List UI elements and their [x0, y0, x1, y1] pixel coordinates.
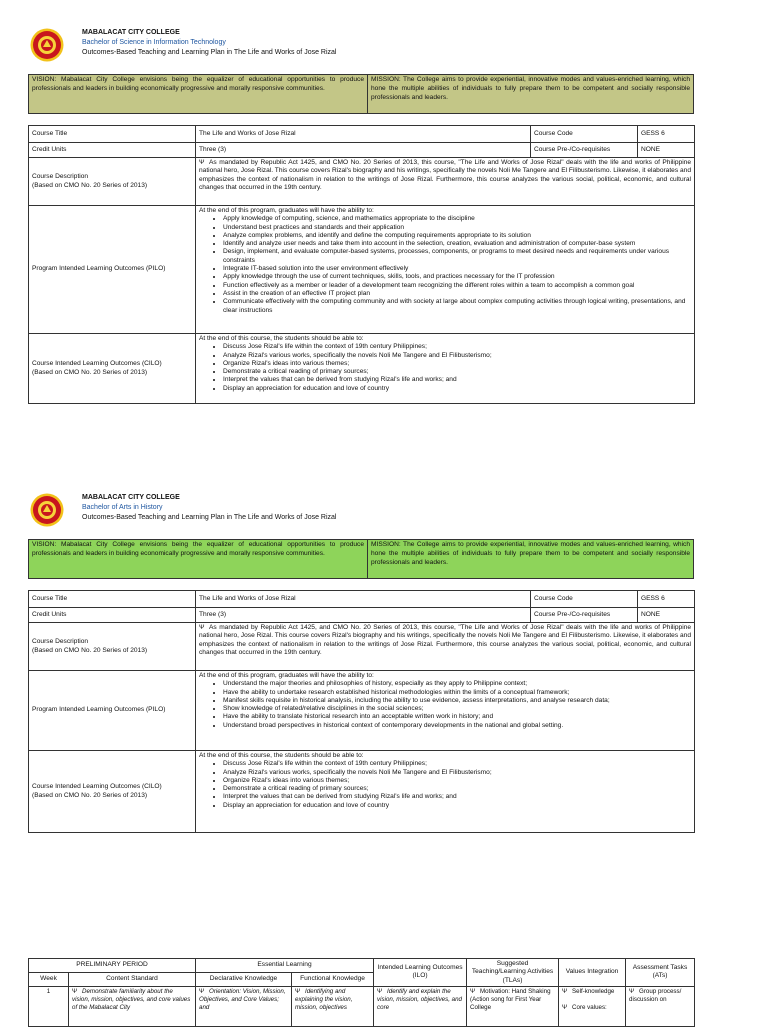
psi-icon: Ψ	[470, 987, 476, 995]
prerequisites-label: Course Pre-/Co-requisites	[531, 608, 638, 623]
period-header: PRELIMINARY PERIOD	[29, 959, 196, 973]
course-title-label: Course Title	[29, 591, 196, 608]
list-item: • Analyze Rizal's various works, specifically the novels Noli Me Tangere and El Filibusterismo;	[223, 769, 691, 777]
vision-text: VISION: Mabalacat City College envisions being the equalizer of educational opportunities to produce professionals and leaders in building economically progressive and morally responsive communities.	[29, 75, 368, 113]
psi-icon: Ψ	[562, 1003, 568, 1011]
vision-mission-box	[28, 74, 694, 114]
content-standard-header: Content Standard	[69, 972, 196, 986]
course-code-value: GESS 6	[638, 591, 695, 608]
list-item: • Design, implement, and evaluate computer-based systems, processes, components, or programs to meet desired needs and requirements under various constraints	[223, 248, 691, 265]
functional-cell: Ψ Identifying and explaining the vision, mission, objectives	[292, 986, 374, 1026]
assessment-header: Assessment Tasks (ATs)	[626, 959, 695, 987]
list-item: • Analyze complex problems, and identify and define the computing requirements appropriate to its solution	[223, 232, 691, 240]
functional-header: Functional Knowledge	[292, 972, 374, 986]
college-name: MABALACAT CITY COLLEGE	[82, 29, 180, 36]
list-item: • Have the ability to undertake research established historical methodologies within the limits of a conceptual framework;	[223, 689, 691, 697]
credit-units-value: Three (3)	[196, 143, 531, 158]
pilo-cell: At the end of this program, graduates will have the ability to: • Understand the major theories and philosophies of history, especially as they apply to Philippine context; • Have the ability to undertake research established historical methodologies within the limits of a conceptual framework; • Manifest skills requisite in historical analysis, including the ability to use evidence, assess interpretations, and analyse research data; • Show knowledge of related/relative disciplines in the social sciences; • Have the ability to translate historical research into an acceptable written work in history; and • Understand broad perspectives in historical context of contemporary developments in the national and global setting.	[196, 671, 695, 751]
college-seal-logo	[30, 28, 64, 62]
psi-icon: Ψ	[377, 987, 383, 995]
list-item: • Interpret the values that can be derived from studying Rizal's life and works; and	[223, 793, 691, 801]
course-description: Ψ As mandated by Republic Act 1425, and CMO No. 20 Series of 2013, this course, "The Life and Works of Jose Rizal" deals with the life and works of Philippine national hero, Jose Rizal. This course covers Rizal's biography and his writings, specifically the novels Noli Me Tangere and El Filibusterismo. Likewise, it elaborates and emphasizes the context of nationalism in relation to the writings of Jose Rizal. Furthermore, this course analyzes the various social, political, economic, and cultural changes that occurred in the 19th century.	[196, 623, 695, 671]
psi-icon: Ψ	[72, 987, 78, 995]
prerequisites-value: NONE	[638, 608, 695, 623]
vision-mission-box	[28, 539, 694, 579]
college-seal-logo	[30, 493, 64, 527]
list-item: • Understand best practices and standards and their application	[223, 224, 691, 232]
program-name: Bachelor of Arts in History	[82, 504, 163, 511]
cilo-cell: At the end of this course, the students should be able to: • Discuss Jose Rizal's life within the context of 19th century Philippines; • Analyze Rizal's various works, specifically the novels Noli Me Tangere and El Filibusterismo; • Organize Rizal's ideas into various themes; • Demonstrate a critical reading of primary sources; • Interpret the values that can be derived from studying Rizal's life and works; and • Display an appreciation for education and love of country	[196, 751, 695, 833]
psi-icon: Ψ	[295, 987, 301, 995]
course-code-value: GESS 6	[638, 126, 695, 143]
list-item: • Understand broad perspectives in historical context of contemporary developments in the national and global setting.	[223, 722, 691, 730]
list-item: • Function effectively as a member or leader of a development team recognizing the different roles within a team to accomplish a common goal	[223, 282, 691, 290]
header	[28, 493, 694, 533]
list-item: • Analyze Rizal's various works, specifically the novels Noli Me Tangere and El Filibusterismo;	[223, 352, 691, 360]
list-item: • Show knowledge of related/relative disciplines in the social sciences;	[223, 705, 691, 713]
course-description-label: Course Description (Based on CMO No. 20 Series of 2013)	[29, 158, 196, 206]
list-item: • Identify and analyze user needs and take them into account in the selection, creation, evaluation and administration of computer-base system	[223, 240, 691, 248]
ilo-header: Intended Learning Outcomes (ILO)	[374, 959, 467, 987]
course-title-value: The Life and Works of Jose Rizal	[196, 126, 531, 143]
course-code-label: Course Code	[531, 591, 638, 608]
pilo-cell: At the end of this program, graduates will have the ability to: • Apply knowledge of computing, science, and mathematics appropriate to the discipline • Understand best practices and standards and their application • Analyze complex problems, and identify and define the computing requirements appropriate to its solution • Identify and analyze user needs and take them into account in the selection, creation, evaluation and administration of computer-base system • Design, implement, and evaluate computer-based systems, processes, components, or programs to meet desired needs and requirements under various constraints • Integrate IT-based solution into the user environment effectively • Apply knowledge through the use of current techniques, skills, tools, and practices necessary for the IT profession • Function effectively as a member or leader of a development team recognizing the different roles within a team to accomplish a common goal • Assist in the creation of an effective IT project plan • Communicate effectively with the computing community and with society at large about complex computing activities through logical writing, presentations, and clear instructions	[196, 206, 695, 334]
list-item: • Organize Rizal's ideas into various themes;	[223, 777, 691, 785]
psi-icon: Ψ	[199, 624, 205, 631]
values-header: Values Integration	[559, 959, 626, 987]
program-name: Bachelor of Science in Information Technology	[82, 39, 226, 46]
table-row	[29, 986, 695, 1026]
psi-icon: Ψ	[629, 987, 635, 995]
course-description-label: Course Description (Based on CMO No. 20 Series of 2013)	[29, 623, 196, 671]
course-info-table	[28, 125, 695, 404]
pilo-list	[199, 215, 691, 315]
header	[28, 28, 694, 68]
cilo-label: Course Intended Learning Outcomes (CILO) (Based on CMO No. 20 Series of 2013)	[29, 334, 196, 404]
essential-learning-header: Essential Learning	[196, 959, 374, 973]
course-info-table	[28, 590, 695, 833]
week-header: Week	[29, 972, 69, 986]
prerequisites-value: NONE	[638, 143, 695, 158]
obtl-section-bsit	[28, 28, 694, 404]
list-item: • Demonstrate a critical reading of primary sources;	[223, 785, 691, 793]
credit-units-value: Three (3)	[196, 608, 531, 623]
list-item: • Organize Rizal's ideas into various themes;	[223, 360, 691, 368]
list-item: • Interpret the values that can be derived from studying Rizal's life and works; and	[223, 376, 691, 384]
cilo-label: Course Intended Learning Outcomes (CILO) (Based on CMO No. 20 Series of 2013)	[29, 751, 196, 833]
psi-icon: Ψ	[199, 159, 205, 166]
psi-icon: Ψ	[562, 987, 568, 995]
list-item: • Integrate IT-based solution into the user environment effectively	[223, 265, 691, 273]
list-item: • Display an appreciation for education and love of country	[223, 385, 691, 393]
course-code-label: Course Code	[531, 126, 638, 143]
list-item: • Manifest skills requisite in historical analysis, including the ability to use evidence, assess interpretations, and analyse research data;	[223, 697, 691, 705]
credit-units-label: Credit Units	[29, 143, 196, 158]
plan-title: Outcomes-Based Teaching and Learning Plan in The Life and Works of Jose Rizal	[82, 49, 337, 56]
list-item: • Understand the major theories and philosophies of history, especially as they apply to Philippine context;	[223, 680, 691, 688]
cilo-cell: At the end of this course, the students should be able to: • Discuss Jose Rizal's life within the context of 19th century Philippines; • Analyze Rizal's various works, specifically the novels Noli Me Tangere and El Filibusterismo; • Organize Rizal's ideas into various themes; • Demonstrate a critical reading of primary sources; • Interpret the values that can be derived from studying Rizal's life and works; and • Display an appreciation for education and love of country	[196, 334, 695, 404]
pilo-list	[199, 680, 691, 730]
psi-icon: Ψ	[199, 987, 205, 995]
mission-text: MISSION: The College aims to provide experiential, innovative modes and values-enriched learning, which hone the multiple abilities of individuals to fully prepare them to be competent and socially responsible professionals and leaders.	[368, 540, 693, 578]
list-item: • Have the ability to translate historical research into an acceptable written work in history; and	[223, 713, 691, 721]
list-item: • Demonstrate a critical reading of primary sources;	[223, 368, 691, 376]
list-item: • Communicate effectively with the computing community and with society at large about complex computing activities through logical writing, presentations, and clear instructions	[223, 298, 691, 315]
values-cell: Ψ Self-knowledge Ψ Core values:	[559, 986, 626, 1026]
obtl-section-history	[28, 493, 694, 833]
ilo-cell: Ψ Identify and explain the vision, mission, objectives, and core	[374, 986, 467, 1026]
cilo-list	[199, 760, 691, 810]
list-item: • Discuss Jose Rizal's life within the context of 19th century Philippines;	[223, 343, 691, 351]
prerequisites-label: Course Pre-/Co-requisites	[531, 143, 638, 158]
declarative-cell: Ψ Orientation: Vision, Mission, Objectives, and Core Values; and	[196, 986, 292, 1026]
declarative-header: Declarative Knowledge	[196, 972, 292, 986]
course-outline-table	[28, 958, 695, 1027]
cilo-list	[199, 343, 691, 393]
content-cell: Ψ Demonstrate familiarity about the vision, mission, objectives, and core values of the Mabalacat City	[69, 986, 196, 1026]
course-title-value: The Life and Works of Jose Rizal	[196, 591, 531, 608]
list-item: • Display an appreciation for education and love of country	[223, 802, 691, 810]
college-name: MABALACAT CITY COLLEGE	[82, 494, 180, 501]
list-item: • Apply knowledge through the use of current techniques, skills, tools, and practices necessary for the IT profession	[223, 273, 691, 281]
list-item: • Discuss Jose Rizal's life within the context of 19th century Philippines;	[223, 760, 691, 768]
list-item: • Assist in the creation of an effective IT project plan	[223, 290, 691, 298]
credit-units-label: Credit Units	[29, 608, 196, 623]
pilo-label: Program Intended Learning Outcomes (PILO)	[29, 206, 196, 334]
tla-header: Suggested Teaching/Learning Activities (TLAs)	[467, 959, 559, 987]
tla-cell: Ψ Motivation: Hand Shaking (Action song for First Year College	[467, 986, 559, 1026]
plan-title: Outcomes-Based Teaching and Learning Plan in The Life and Works of Jose Rizal	[82, 514, 337, 521]
week-cell: 1	[29, 986, 69, 1026]
list-item: • Apply knowledge of computing, science, and mathematics appropriate to the discipline	[223, 215, 691, 223]
assessment-cell: Ψ Group process/ discussion on	[626, 986, 695, 1026]
course-description: Ψ As mandated by Republic Act 1425, and CMO No. 20 Series of 2013, this course, "The Life and Works of Jose Rizal" deals with the life and works of Philippine national hero, Jose Rizal. This course covers Rizal's biography and his writings, specifically the novels Noli Me Tangere and El Filibusterismo. Likewise, it elaborates and emphasizes the context of nationalism in relation to the writings of Jose Rizal. Furthermore, this course analyzes the various social, political, economic, and cultural changes that occurred in the 19th century.	[196, 158, 695, 206]
course-title-label: Course Title	[29, 126, 196, 143]
vision-text: VISION: Mabalacat City College envisions being the equalizer of educational opportunities to produce professionals and leaders in building economically progressive and morally responsive communities.	[29, 540, 368, 578]
mission-text: MISSION: The College aims to provide experiential, innovative modes and values-enriched learning, which hone the multiple abilities of individuals to fully prepare them to be competent and socially responsible professionals and leaders.	[368, 75, 693, 113]
pilo-label: Program Intended Learning Outcomes (PILO)	[29, 671, 196, 751]
